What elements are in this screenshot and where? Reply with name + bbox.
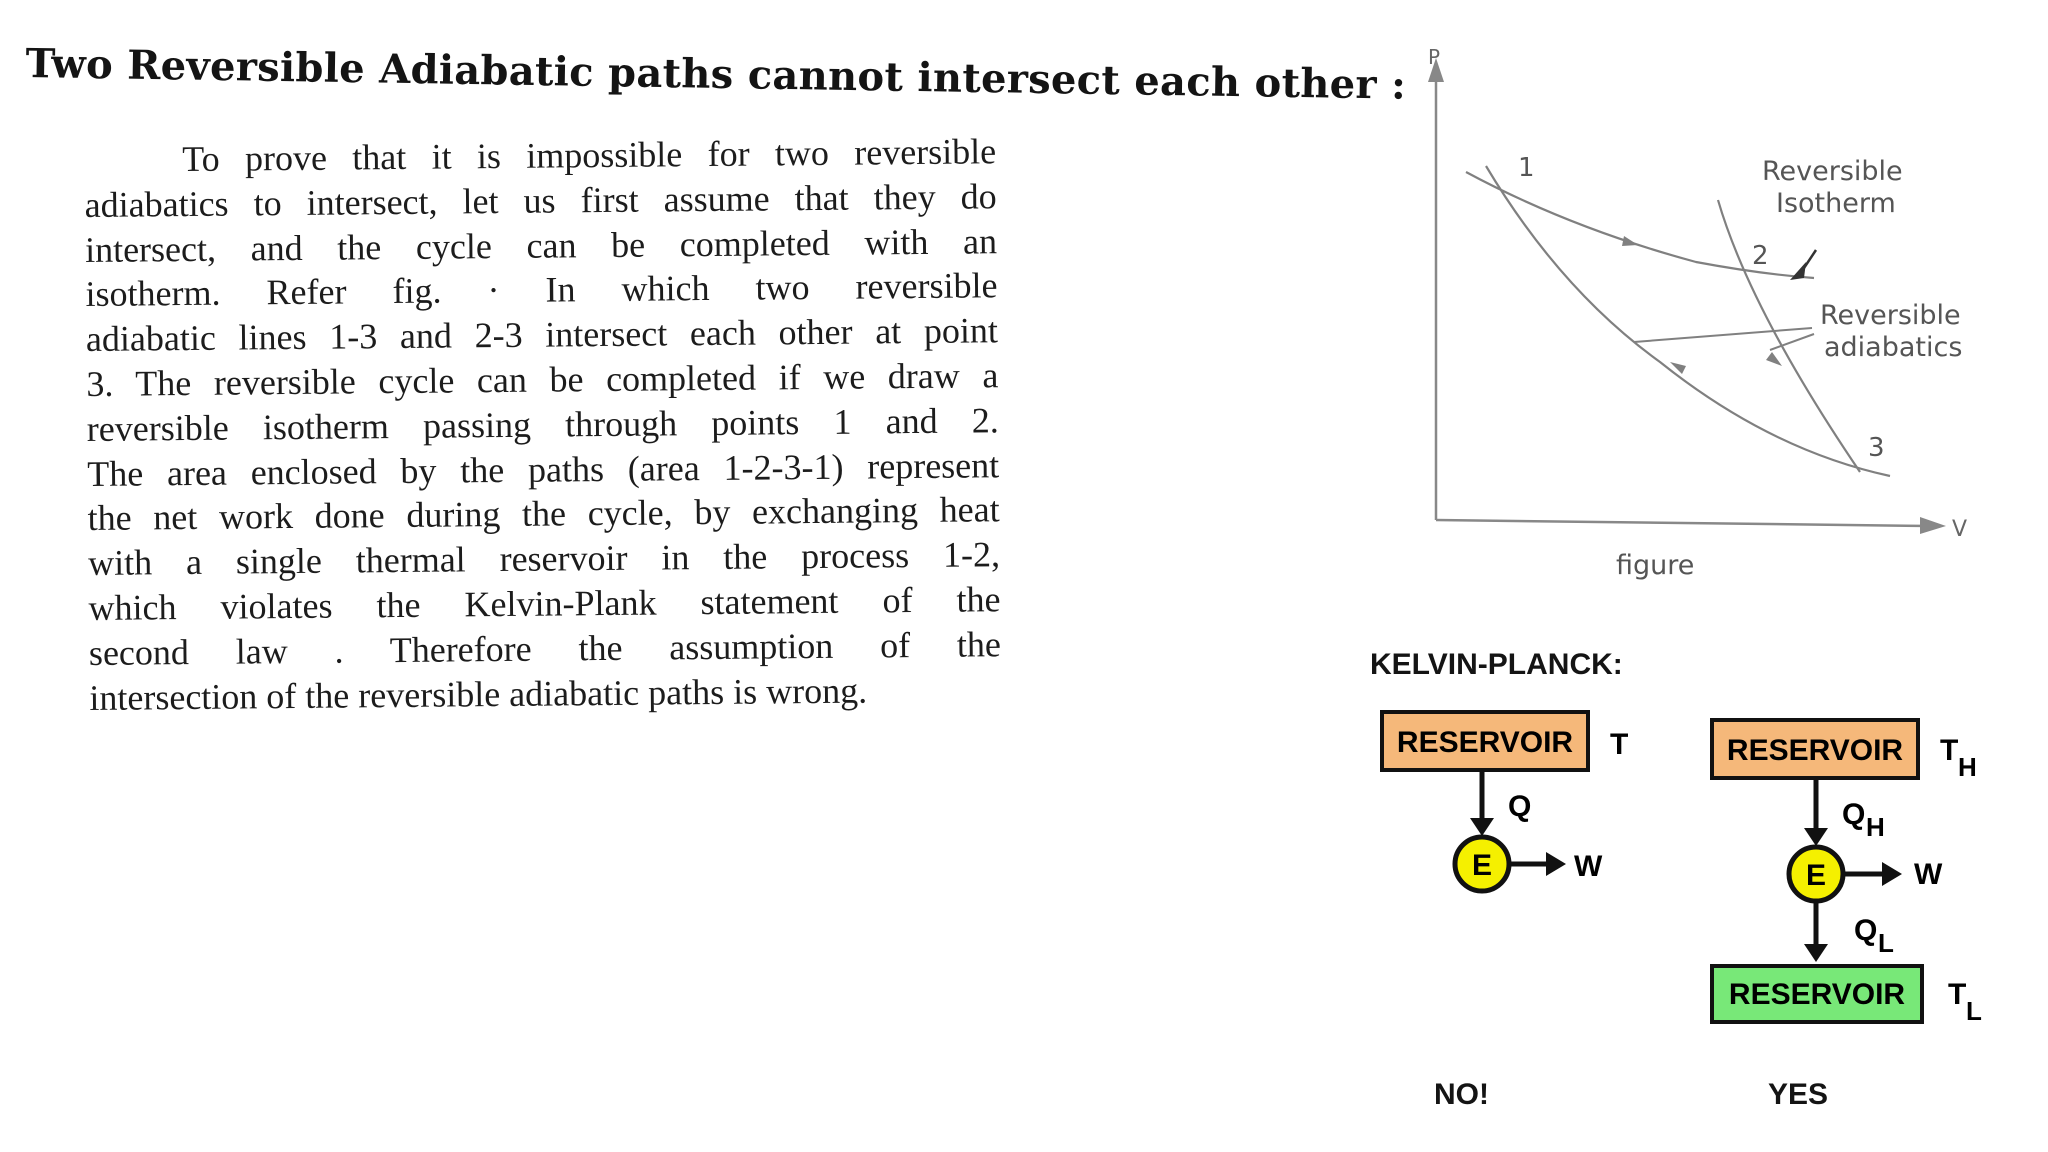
left-work-arrow-icon [1546,852,1566,876]
paragraph-line: To prove that it is impossible for two reversible [182,131,997,180]
right-hot-temp-subscript: H [1958,752,1977,782]
left-engine-label: E [1471,849,1493,882]
right-heat-in-label: Q [1842,798,1866,831]
paragraph-line: reversible isotherm passing through points 1 and 2. [86,400,999,449]
paragraph-line: with a single thermal reservoir in the process 1-2, [87,534,1001,584]
paragraph-line: which violates the Kelvin-Plank statement of the [88,579,1001,628]
right-heat-out-subscript: L [1878,928,1894,958]
right-work-label: W [1914,858,1943,891]
paragraph-line: adiabatics to intersect, let us first assume that they do [84,176,997,225]
right-hot-temp-label: T [1940,734,1959,767]
point-1-label: 1 [1518,153,1535,183]
paragraph-line: intersect, and the cycle can be completed with an [84,220,998,270]
left-verdict: NO! [1434,1078,1489,1111]
kelvin-planck-title: KELVIN-PLANCK: [1370,648,1623,681]
left-work-label: W [1574,850,1603,883]
right-work-arrow-icon [1882,862,1902,886]
paragraph-line: second law . Therefore the assumption of the [88,623,1002,673]
right-heat-out-arrow-icon [1804,944,1828,962]
right-heat-in-arrow-icon [1804,828,1828,846]
point-2-label: 2 [1752,241,1769,271]
page-heading: Two Reversible Adiabatic paths cannot intersect each other : [25,40,1407,109]
paragraph-line: isotherm. Refer fig. · In which two reversible [85,265,998,315]
point-3-label: 3 [1868,433,1885,463]
right-heat-out-label: Q [1854,914,1878,947]
adiabatics-label-line1: Reversible [1820,300,1961,331]
left-temp-label: T [1610,728,1629,761]
right-cold-reservoir-label: RESERVOIR [1728,978,1906,1011]
right-cold-temp-subscript: L [1966,996,1982,1026]
paragraph-line: The area enclosed by the paths (area 1-2-3-1) represent [87,444,1000,494]
right-hot-reservoir-label: RESERVOIR [1726,734,1904,767]
right-cold-temp-label: T [1948,978,1967,1011]
p-axis-label: P [1428,45,1441,69]
left-heat-arrow-icon [1470,818,1494,836]
left-heat-label: Q [1508,790,1532,823]
figure-caption: figure [1616,550,1695,581]
right-engine-label: E [1805,859,1827,892]
paragraph-line: adiabatic lines 1-3 and 2-3 intersect each other at point [85,310,999,360]
isotherm-label-line2: Isotherm [1776,188,1896,219]
paragraph-line: intersection of the reversible adiabatic paths is wrong. [89,670,868,718]
right-heat-in-subscript: H [1866,812,1885,842]
isotherm-label-line1: Reversible [1762,156,1903,187]
v-axis-label: V [1952,517,1968,542]
paragraph-line: 3. The reversible cycle can be completed if we draw a [86,355,999,404]
paragraph-line: the net work done during the cycle, by exchanging heat [87,489,1000,539]
adiabatics-label-line2: adiabatics [1824,332,1963,363]
right-verdict: YES [1768,1078,1829,1111]
left-reservoir-label: RESERVOIR [1396,726,1574,759]
